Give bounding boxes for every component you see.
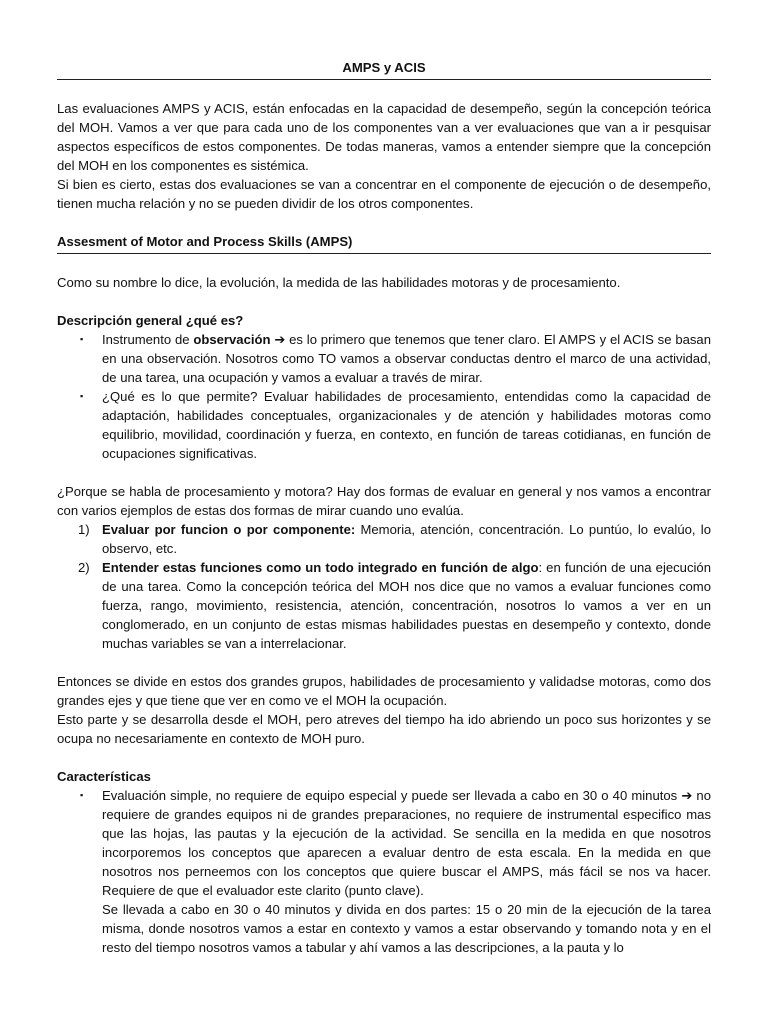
porque-paragraph: ¿Porque se habla de procesamiento y motora? Hay dos formas de evaluar en general y nos vamos a encontrar con varios ejemplos de estas dos formas de mirar cuando uno evalúa.	[57, 484, 711, 518]
item-number: 2)	[78, 560, 90, 575]
list-item	[57, 387, 711, 463]
bold-term: Entender estas funciones como un todo integrado en función de algo	[102, 560, 539, 575]
bullet-text: no requiere de grandes equipos ni de grandes preparaciones, no requiere de instrumental especifico mas que las hojas, las pautas y la ejecución de la actividad. Se sencilla en la medida en que nosotros incorporemos los conceptos que aparecen a evaluar dentro de esta escala. En la medida en que nosotros nos perneemos con los conceptos que quiere buscar el AMPS, más fácil se nos va hacer. Requiere de que el evaluador este clarito (punto clave).	[102, 788, 711, 898]
item-text: : en función de una ejecución de una tarea. Como la concepción teórica del MOH nos dice que no vamos a evaluar funciones como fuerza, rango, movimiento, resistencia, atención, concentración, nosotros lo vamos a ver en un conglomerado, en un conjunto de estas mismas habilidades puestas en desempeño y contexto, donde muchas variables se van a interrelacionar.	[102, 560, 711, 651]
descripcion-list	[57, 330, 711, 463]
list-item	[57, 786, 711, 957]
bullet-text: Instrumento de	[102, 332, 194, 347]
item-text: Memoria, atención, concentración. Lo puntúo, lo evalúo, lo observo, etc.	[102, 522, 711, 556]
porque-list	[57, 520, 711, 653]
bullet-text: Evaluación simple, no requiere de equipo especial y puede ser llevada a cabo en 30 o 40 minutos	[102, 788, 682, 803]
list-item	[57, 520, 711, 558]
entonces-paragraph-1: Entonces se divide en estos dos grandes grupos, habilidades de procesamiento y validadse motoras, como dos grandes ejes y que tiene que ver en como ve el MOH la ocupación.	[57, 674, 711, 708]
bullet-continuation: Se llevada a cabo en 30 o 40 minutos y divida en dos partes: 15 o 20 min de la ejecución de la tarea misma, donde nosotros vamos a estar en contexto y vamos a estar observando y tomando nota y en el resto del tiempo nosotros vamos a tabular y ahí vamos a las descripciones, a la pauta y lo	[102, 902, 711, 955]
list-item	[57, 330, 711, 387]
section-heading-amps: Assesment of Motor and Process Skills (AMPS)	[57, 232, 711, 254]
document-body	[57, 58, 711, 957]
bullet-marker: ▪	[80, 391, 84, 401]
descripcion-heading: Descripción general ¿qué es?	[57, 313, 244, 328]
arrow-right-icon: ➔	[274, 332, 286, 347]
arrow-right-icon: ➔	[681, 788, 693, 803]
caracteristicas-heading: Características	[57, 769, 151, 784]
bullet-marker: ▪	[80, 790, 84, 800]
list-item	[57, 558, 711, 653]
caracteristicas-list	[57, 786, 711, 957]
section-intro: Como su nombre lo dice, la evolución, la medida de las habilidades motoras y de procesamiento.	[57, 275, 621, 290]
item-number: 1)	[78, 522, 90, 537]
entonces-paragraph-2: Esto parte y se desarrolla desde el MOH, pero atreves del tiempo ha ido abriendo un poco sus horizontes y se ocupa no necesariamente en contexto de MOH puro.	[57, 712, 711, 746]
bullet-marker: ▪	[80, 334, 84, 344]
bold-term: observación	[193, 332, 271, 347]
intro-paragraph-1: Las evaluaciones AMPS y ACIS, están enfocadas en la capacidad de desempeño, según la concepción teórica del MOH. Vamos a ver que para cada uno de los componentes van a ver evaluaciones que van a ir pesquisar aspectos específicos de estos componentes. De todas maneras, vamos a entender siempre que la concepción del MOH en los componentes es sistémica.	[57, 101, 711, 173]
intro-paragraph-2: Si bien es cierto, estas dos evaluaciones se van a concentrar en el componente de ejecución o de desempeño, tienen mucha relación y no se pueden dividir de los otros componentes.	[57, 177, 711, 211]
document-title: AMPS y ACIS	[57, 58, 711, 80]
bullet-text: es lo primero que tenemos que tener claro. El AMPS y el ACIS se basan en una observación. Nosotros como TO vamos a observar conductas dentro el marco de una actividad, de una tarea, una ocupación y vamos a evaluar a través de mirar.	[102, 332, 711, 385]
bold-term: Evaluar por funcion o por componente:	[102, 522, 356, 537]
bullet-text: ¿Qué es lo que permite? Evaluar habilidades de procesamiento, entendidas como la capacidad de adaptación, habilidades conceptuales, organizacionales y de atención y habilidades motoras como equilibrio, movilidad, coordinación y fuerza, en contexto, en función de tareas cotidianas, en función de ocupaciones significativas.	[102, 389, 711, 461]
